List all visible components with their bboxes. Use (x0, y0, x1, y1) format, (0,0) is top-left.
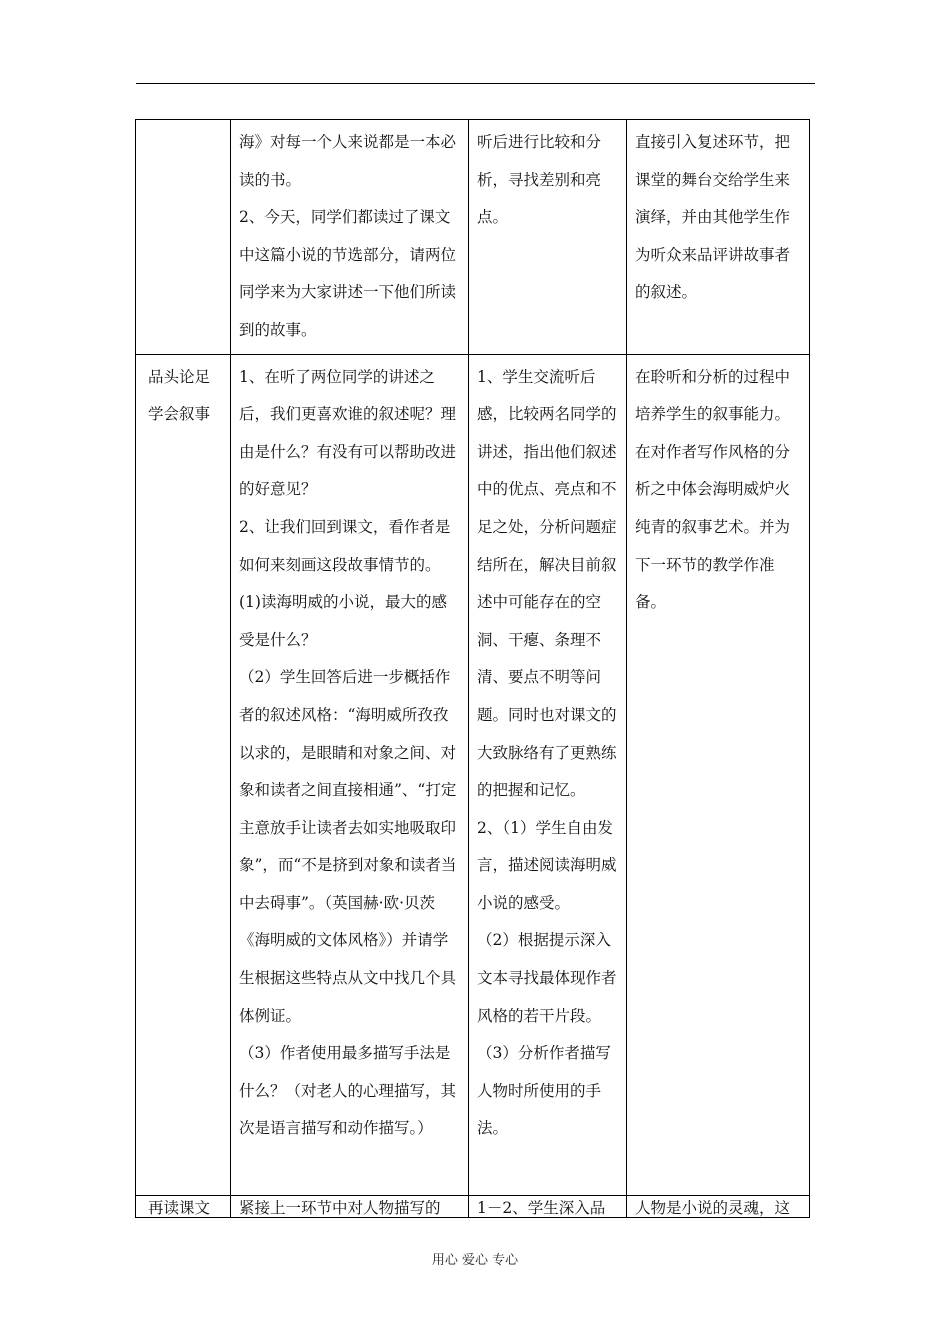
paragraph: 2、让我们回到课文，看作者是如何来刻画这段故事情节的。 (239, 517, 451, 574)
paragraph: （3）分析作者描写人物时所使用的手法。 (477, 1044, 611, 1138)
paragraph: （3）作者使用最多描写手法是什么？（对老人的心理描写，其次是语言描写和动作描写。） (239, 1044, 457, 1138)
design-intent-cell (627, 354, 810, 1195)
paragraph: （2）学生回答后进一步概括作者的叙述风格：“海明威所孜孜以求的，是眼睛和对象之间、对象和读者之间直接相通”、“打定主意放手让读者去如实地吸取印象”，而“不是挤到对象和读者当中去碍事”。（英国赫·欧·贝茨《海明威的文体风格》）并请学生根据这些特点从文中找几个具体例证。 (239, 668, 457, 1025)
paragraph: （2）根据提示深入文本寻找最体现作者风格的若干片段。 (477, 931, 617, 1025)
stage-cell (136, 120, 231, 355)
paragraph: 听后进行比较和分析，寻找差别和亮点。 (477, 133, 602, 227)
stage-cell (136, 354, 231, 1195)
header-rule (136, 83, 815, 84)
stage-label: 品头论足 (148, 367, 211, 386)
table-row (136, 1195, 810, 1217)
teacher-activity-cell (231, 1195, 469, 1217)
paragraph: 在聆听和分析的过程中培养学生的叙事能力。在对作者写作风格的分析之中体会海明威炉火纯青的叙事艺术。并为下一环节的教学作准备。 (635, 367, 791, 612)
paragraph: 人物是小说的灵魂，这 (635, 1198, 791, 1217)
stage-label: 再读课文 (148, 1198, 211, 1217)
table-row (136, 120, 810, 355)
design-intent-cell (627, 120, 810, 355)
stage-label: 学会叙事 (148, 405, 211, 424)
paragraph: 2、（1）学生自由发言，描述阅读海明威小说的感受。 (477, 818, 617, 912)
paragraph: 紧接上一环节中对人物描写的 (239, 1198, 441, 1217)
stage-cell (136, 1195, 231, 1217)
student-activity-cell (469, 354, 627, 1195)
design-intent-cell (627, 1195, 810, 1217)
teacher-activity-cell (231, 354, 469, 1195)
paragraph: (1)读海明威的小说，最大的感受是什么？ (239, 593, 447, 649)
paragraph: 1－2、学生深入品 (477, 1198, 606, 1217)
student-activity-cell (469, 1195, 627, 1217)
paragraph: 直接引入复述环节，把课堂的舞台交给学生来演绎，并由其他学生作为听众来品评讲故事者的叙述。 (635, 133, 791, 302)
student-activity-cell (469, 120, 627, 355)
paragraph: 1、在听了两位同学的讲述之后，我们更喜欢谁的叙述呢？理由是什么？有没有可以帮助改进的好意见？ (239, 367, 457, 499)
page-footer: 用心 爱心 专心 (431, 1253, 519, 1268)
paragraph: 2、今天，同学们都读过了课文中这篇小说的节选部分，请两位同学来为大家讲述一下他们所读到的故事。 (239, 208, 457, 339)
paragraph: 海》对每一个人来说都是一本必读的书。 (239, 133, 457, 189)
paragraph: 1、学生交流听后感，比较两名同学的讲述，指出他们叙述中的优点、亮点和不足之处，分析问题症结所在，解决目前叙述中可能存在的空洞、干瘪、条理不清、要点不明等问题。同时也对课文的大致脉络有了更熟练的把握和记忆。 (477, 367, 617, 800)
lesson-plan-table (135, 119, 810, 1218)
teacher-activity-cell (231, 120, 469, 355)
table-row (136, 354, 810, 1195)
